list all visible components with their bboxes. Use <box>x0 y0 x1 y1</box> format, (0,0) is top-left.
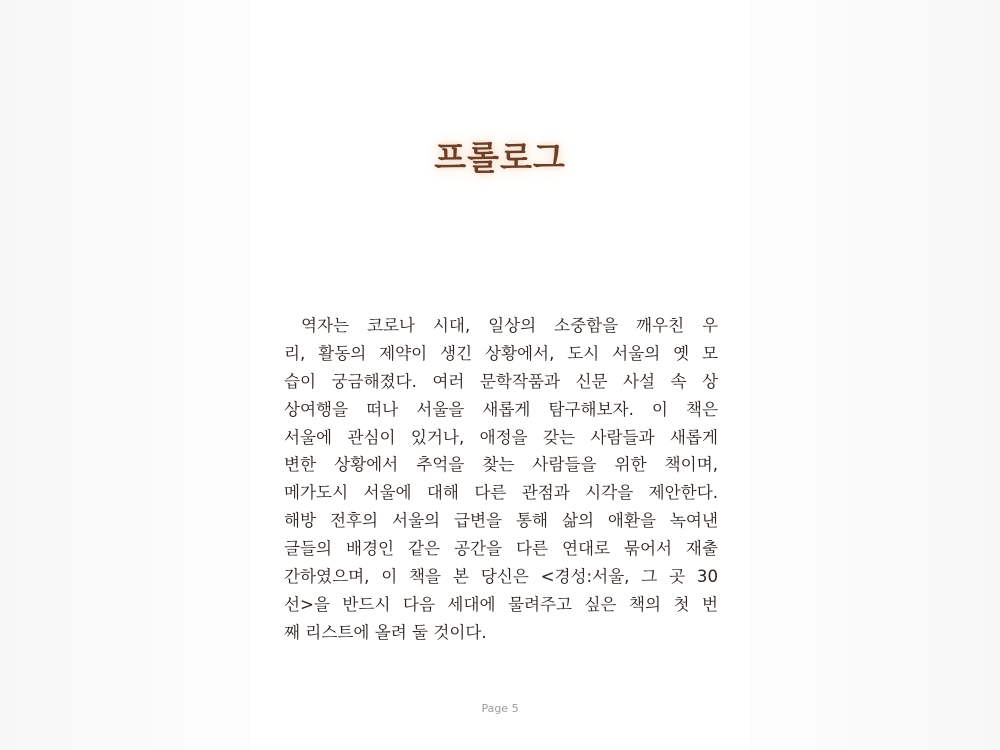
page-margin-shade-right <box>750 0 1000 750</box>
text-line: 선>을 반드시 다음 세대에 물려주고 싶은 책의 첫 번 <box>284 594 718 614</box>
text-line: 간하였으며, 이 책을 본 당신은 <경성:서울, 그 곳 30 <box>284 567 718 587</box>
text-line: 째 리스트에 올려 둘 것이다. <box>284 622 487 642</box>
chapter-title: 프롤로그 <box>434 138 566 177</box>
text-line: 역자는 코로나 시대, 일상의 소중함을 깨우친 우 <box>301 316 718 335</box>
text-line: 해방 전후의 서울의 급변을 통해 삶의 애환을 녹여낸 <box>284 511 718 531</box>
page-margin-shade-left <box>0 0 250 750</box>
page-number: Page 5 <box>481 702 519 715</box>
text-line: 글들의 배경인 같은 공간을 다른 연대로 묶어서 재출 <box>284 539 718 559</box>
text-line: 서울에 관심이 있거나, 애정을 갖는 사람들과 새롭게 <box>284 427 718 447</box>
text-line: 상여행을 떠나 서울을 새롭게 탐구해보자. 이 책은 <box>284 399 718 419</box>
text-line: 습이 궁금해졌다. 여러 문학작품과 신문 사설 속 상 <box>284 371 718 391</box>
text-line: 메가도시 서울에 대해 다른 관점과 시각을 제안한다. <box>284 483 718 503</box>
body-paragraph <box>284 312 718 647</box>
text-line: 변한 상황에서 추억을 찾는 사람들을 위한 책이며, <box>284 455 718 475</box>
text-line: 리, 활동의 제약이 생긴 상황에서, 도시 서울의 옛 모 <box>284 343 718 363</box>
